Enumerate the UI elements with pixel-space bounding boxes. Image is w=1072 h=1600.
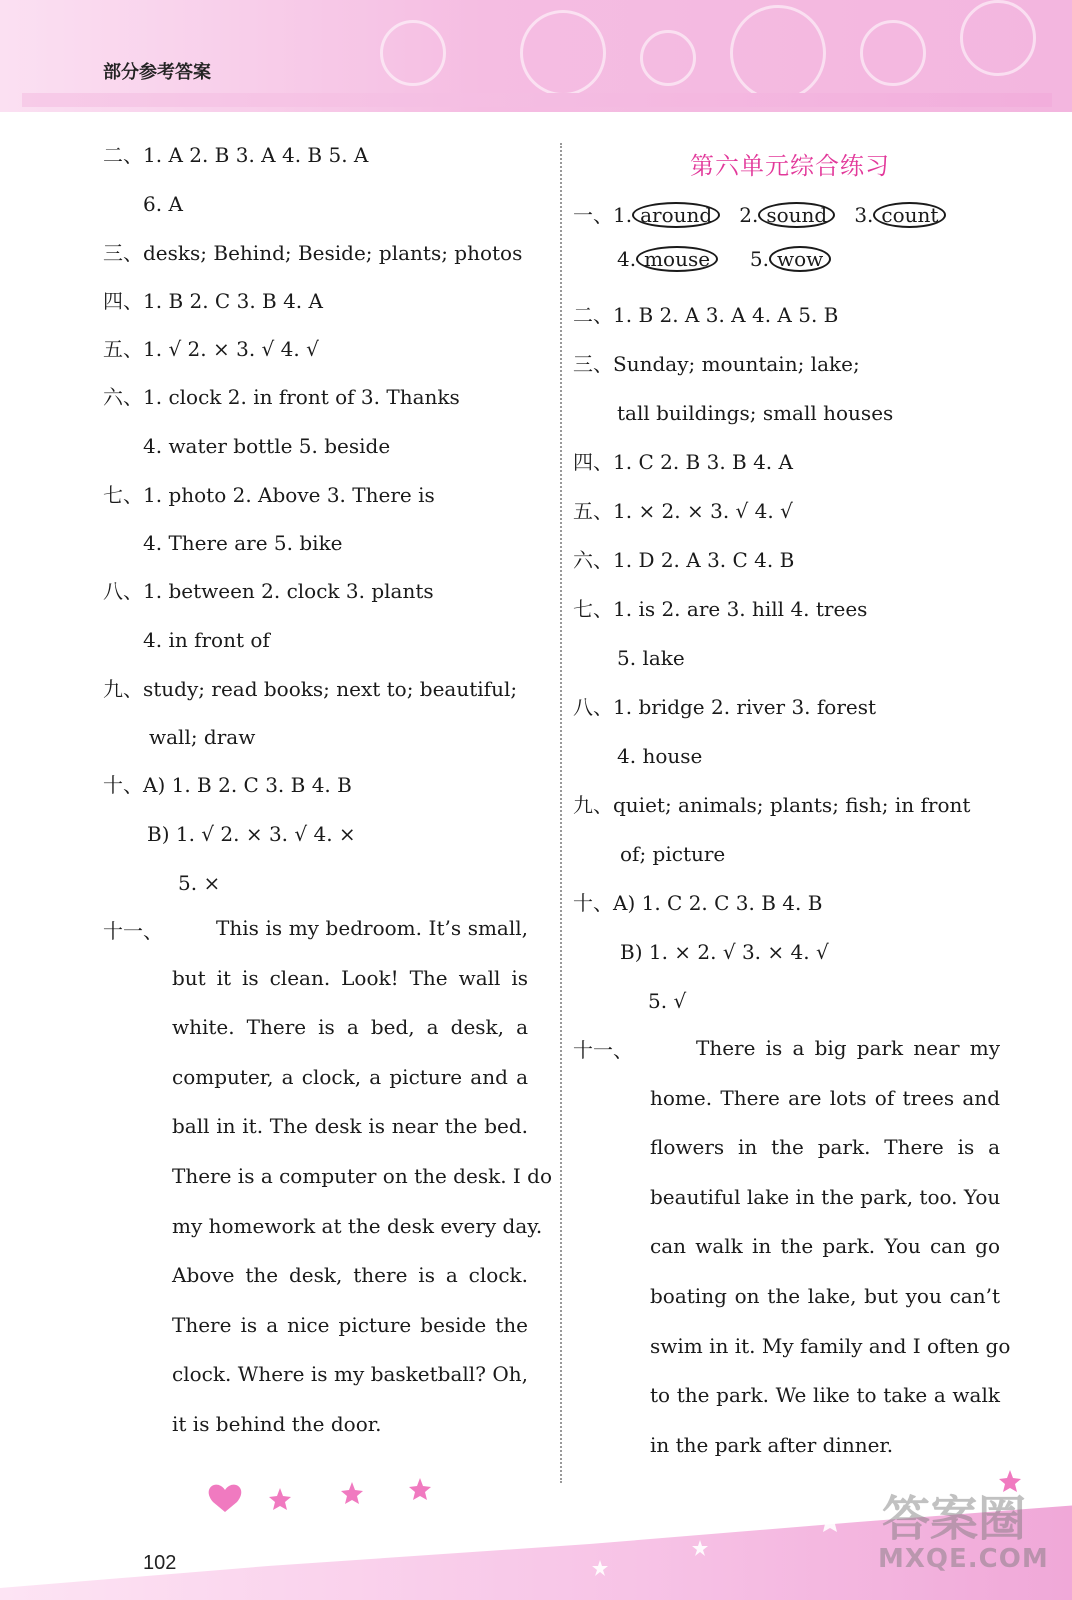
circled-word: sound — [758, 202, 835, 228]
answer-line: 六、1. D 2. A 3. C 4. B — [573, 548, 795, 572]
essay-right — [650, 1024, 1011, 1470]
essay-line: but it is clean. Look! The wall is — [172, 965, 528, 990]
answer-line: 4. house — [617, 744, 703, 768]
answer-line: tall buildings; small houses — [617, 401, 894, 425]
essay-line: in the park after dinner. — [650, 1432, 894, 1457]
star-icon — [269, 1488, 291, 1510]
answer-line: 4. water bottle 5. beside — [143, 434, 391, 458]
answer-line: 八、1. bridge 2. river 3. forest — [573, 695, 877, 719]
star-icon — [692, 1540, 708, 1556]
essay-line: There is a computer on the desk. I do — [172, 1163, 553, 1188]
answer-line: 二、1. A 2. B 3. A 4. B 5. A — [103, 143, 369, 167]
decor-bubble — [960, 0, 1036, 76]
circled-answers-row-2 — [617, 246, 831, 272]
circled-word: count — [873, 202, 946, 228]
essay-line: my homework at the desk every day. — [172, 1213, 543, 1238]
answer-line: 十一、 — [103, 919, 163, 943]
answer-line: 5. √ — [648, 989, 687, 1013]
star-icon — [409, 1478, 431, 1500]
essay-line: boating on the lake, but you can’t — [650, 1283, 1000, 1308]
answer-line: 三、Sunday; mountain; lake; — [573, 352, 860, 376]
answer-line: 七、1. photo 2. Above 3. There is — [103, 483, 435, 507]
answer-line: 二、1. B 2. A 3. A 4. A 5. B — [573, 303, 839, 327]
watermark-text: 答案圈 — [882, 1491, 1027, 1547]
answer-line: 十、A) 1. C 2. C 3. B 4. B — [573, 891, 823, 915]
item-num: 5. — [749, 247, 769, 271]
answer-line: 八、1. between 2. clock 3. plants — [103, 579, 434, 603]
answer-line: 九、study; read books; next to; beautiful; — [103, 677, 518, 701]
decor-bubble — [380, 20, 446, 86]
circled-word: wow — [769, 246, 831, 272]
answer-line: 十一、 — [573, 1038, 633, 1062]
essay-line: flowers in the park. There is a — [650, 1135, 1000, 1160]
essay-line: home. There are lots of trees and — [650, 1085, 1000, 1110]
answer-line: of; picture — [620, 842, 726, 866]
essay-line: white. There is a bed, a desk, a — [172, 1015, 528, 1040]
header-title: 部分参考答案 — [103, 62, 211, 83]
answer-line: 4. There are 5. bike — [143, 531, 343, 555]
answer-line: 5. × — [178, 871, 221, 895]
item-num: 2. — [739, 203, 759, 227]
star-icon — [592, 1560, 608, 1576]
essay-line: This is my bedroom. It’s small, — [216, 916, 528, 940]
answer-line: 6. A — [143, 192, 183, 216]
answer-line: 七、1. is 2. are 3. hill 4. trees — [573, 597, 868, 621]
section-prefix: 一、 — [573, 203, 613, 227]
circled-word: mouse — [636, 246, 718, 272]
essay-line: beautiful lake in the park, too. You — [650, 1184, 1001, 1209]
essay-line: it is behind the door. — [172, 1411, 382, 1436]
star-icon — [341, 1482, 363, 1504]
answer-line: 三、desks; Behind; Beside; plants; photos — [103, 241, 523, 265]
essay-line: clock. Where is my basketball? Oh, — [172, 1362, 528, 1387]
header-band — [0, 0, 1072, 112]
essay-line: Above the desk, there is a clock. — [172, 1263, 528, 1288]
section-title: 第六单元综合练习 — [690, 152, 890, 180]
column-divider — [560, 143, 562, 1483]
decor-bubble — [640, 30, 696, 86]
answer-line: B) 1. × 2. √ 3. × 4. √ — [620, 940, 829, 964]
watermark-logo — [878, 1480, 1048, 1590]
answer-line: 九、quiet; animals; plants; fish; in front — [573, 793, 971, 817]
essay-line: There is a big park near my — [696, 1036, 1000, 1060]
essay-line: There is a nice picture beside the — [172, 1312, 528, 1337]
answer-line: 5. lake — [617, 646, 685, 670]
answer-line: 四、1. C 2. B 3. B 4. A — [573, 450, 793, 474]
item-num: 1. — [613, 203, 633, 227]
decor-bubble — [860, 20, 926, 86]
circled-word: around — [632, 202, 720, 228]
answer-line: 四、1. B 2. C 3. B 4. A — [103, 289, 323, 313]
essay-line: computer, a clock, a picture and a — [172, 1064, 528, 1089]
answer-line: 五、1. × 2. × 3. √ 4. √ — [573, 499, 793, 523]
watermark-url: MXQE.COM — [878, 1544, 1049, 1574]
star-icon — [819, 1510, 841, 1532]
essay-line: swim in it. My family and I often go — [650, 1333, 1011, 1358]
heart-icon — [209, 1485, 242, 1512]
essay-line: ball in it. The desk is near the bed. — [172, 1114, 528, 1139]
decor-bubble — [730, 5, 826, 101]
essay-line: can walk in the park. You can go — [650, 1234, 1000, 1259]
answer-line: 十、A) 1. B 2. C 3. B 4. B — [103, 773, 352, 797]
circled-answers-row-1 — [573, 202, 946, 228]
header-strip — [22, 93, 1052, 107]
answer-line: 4. in front of — [143, 628, 270, 652]
essay-line: to the park. We like to take a walk — [650, 1383, 1000, 1408]
item-num: 3. — [854, 203, 874, 227]
answer-line: 六、1. clock 2. in front of 3. Thanks — [103, 385, 460, 409]
essay-left — [172, 904, 553, 1450]
answer-line: wall; draw — [149, 725, 256, 749]
item-num: 4. — [617, 247, 637, 271]
answer-line: B) 1. √ 2. × 3. √ 4. × — [147, 822, 356, 846]
answer-line: 五、1. √ 2. × 3. √ 4. √ — [103, 337, 319, 361]
decor-bubble — [520, 10, 606, 96]
page-number: 102 — [143, 1552, 177, 1574]
